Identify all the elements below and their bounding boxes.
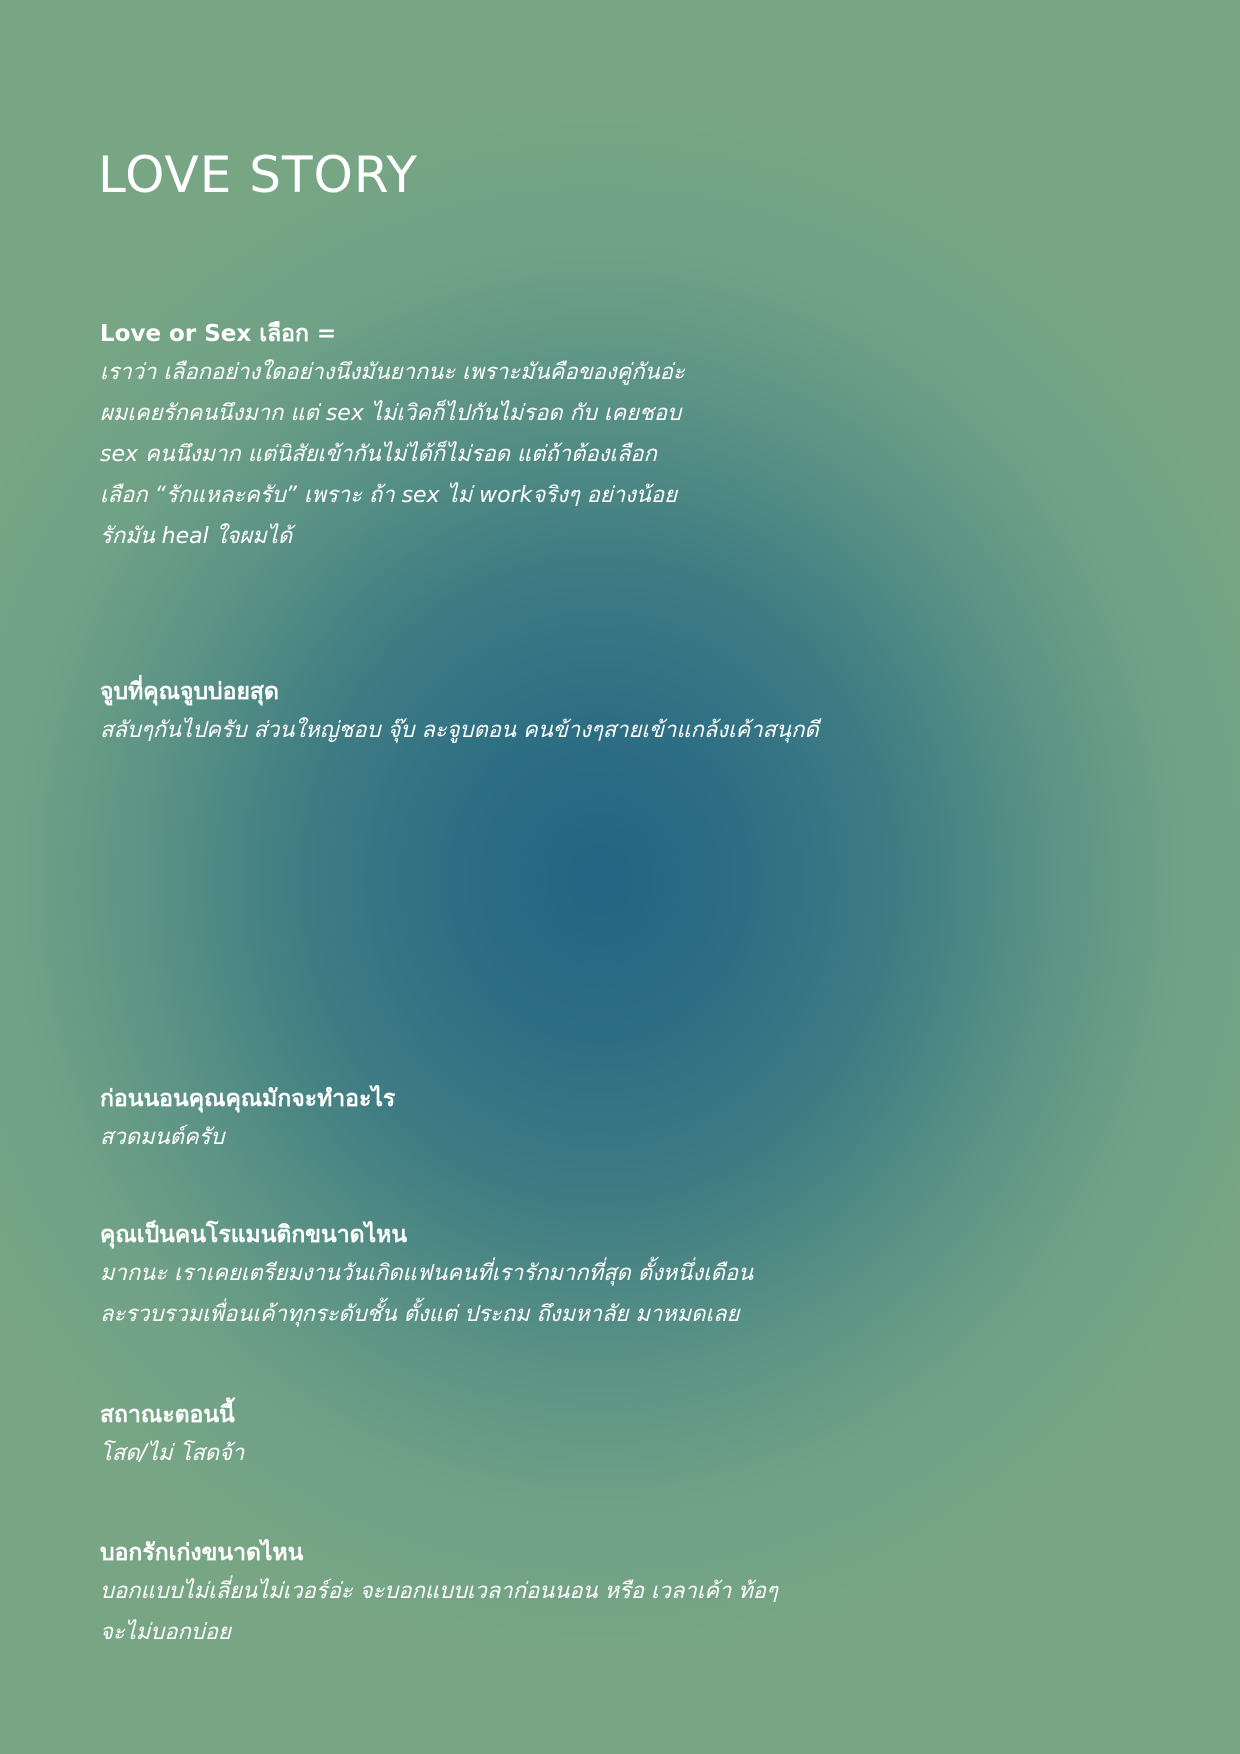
question-heading: คุณเป็นคนโรแมนติกขนาดไหน: [100, 1222, 408, 1248]
answer-line: เราว่า เลือกอย่างใดอย่างนึงมันยากนะ เพราะมันคือของคู่กันอ่ะ: [100, 360, 685, 385]
answer-line: เลือก “รักแหละครับ” เพราะ ถ้า sex ไม่ workจริงๆ อย่างน้อย: [100, 483, 678, 508]
answer-line: โสด/ไม่ โสดจ้า: [100, 1441, 245, 1466]
qa-section-romantic: [100, 1217, 1140, 1335]
question-heading: สถาณะตอนนี้: [100, 1402, 235, 1428]
question-heading: Love or Sex เลือก =: [100, 321, 337, 347]
question-heading: จูบที่คุณจูบบ่อยสุด: [100, 679, 279, 705]
answer-line: มากนะ เราเคยเตรียมงานวันเกิดแฟนคนที่เรารักมากที่สุด ตั้งหนึ่งเดือน: [100, 1261, 754, 1286]
qa-section-say-love: [100, 1535, 1140, 1653]
answer-line: ผมเคยรักคนนึงมาก แต่ sex ไม่เวิคก็ไปกันไม่รอด กับ เคยชอบ: [100, 401, 682, 426]
answer-line: สลับๆกันไปครับ ส่วนใหญ่ชอบ จุ๊บ ละจูบตอน คนข้างๆสายเข้าแกล้งเค้าสนุกดี: [100, 718, 819, 743]
qa-section-status: [100, 1397, 1140, 1474]
qa-section-love-or-sex: [100, 316, 1140, 557]
answer-line: sex คนนึงมาก แต่นิสัยเข้ากันไม่ได้ก็ไม่รอด แต่ถ้าต้องเลือก: [100, 442, 657, 467]
question-heading: บอกรักเก่งขนาดไหน: [100, 1540, 304, 1566]
answer-line: รักมัน heal ใจผมได้: [100, 524, 293, 549]
qa-section-kiss: [100, 674, 1140, 751]
qa-section-before-sleep: [100, 1081, 1140, 1158]
answer-line: จะไม่บอกบ่อย: [100, 1620, 231, 1645]
answer-line: ละรวบรวมเพื่อนเค้าทุกระดับชั้น ตั้งแต่ ประถม ถึงมหาลัย มาหมดเลย: [100, 1302, 740, 1327]
answer-line: บอกแบบไม่เลี่ยนไม่เวอร์อ่ะ จะบอกแบบเวลาก่อนนอน หรือ เวลาเค้า ท้อๆ: [100, 1579, 778, 1604]
question-heading: ก่อนนอนคุณคุณมักจะทำอะไร: [100, 1086, 396, 1112]
page-title: LOVE STORY: [98, 146, 418, 204]
answer-line: สวดมนต์ครับ: [100, 1125, 225, 1150]
